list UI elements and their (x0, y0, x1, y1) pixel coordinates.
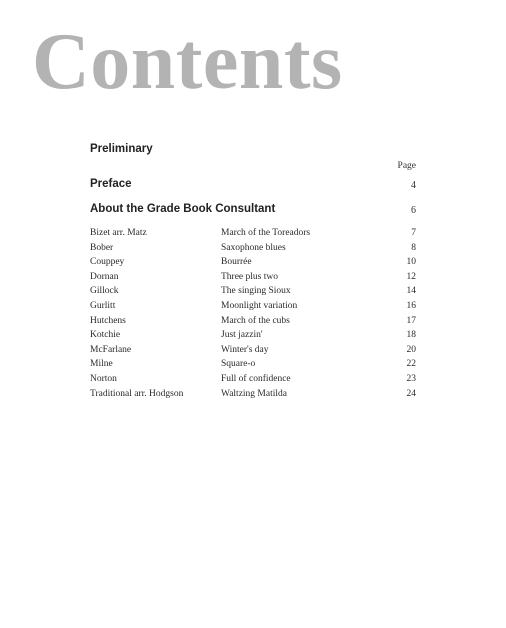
entry-composer: Couppey (90, 257, 125, 268)
entry-title: Full of confidence (221, 373, 291, 384)
entry-composer: Dornan (90, 271, 119, 282)
section-heading-preliminary: Preliminary (90, 143, 153, 155)
entry-page-number: 23 (406, 373, 416, 384)
entry-title: Just jazzin' (221, 330, 263, 341)
preface-page-number: 4 (411, 180, 416, 191)
entry-composer: McFarlane (90, 344, 132, 355)
contents-entry (90, 255, 416, 270)
entry-composer: Bober (90, 242, 114, 253)
contents-entry (90, 284, 416, 299)
entry-composer: Hutchens (90, 315, 126, 326)
page-title: Contents (32, 18, 343, 106)
entry-page-number: 8 (411, 242, 416, 253)
contents-entry (90, 328, 416, 343)
entry-page-number: 17 (406, 315, 416, 326)
entry-page-number: 14 (406, 286, 416, 297)
entry-composer: Traditional arr. Hodgson (90, 388, 184, 399)
entry-title: Waltzing Matilda (221, 388, 287, 399)
contents-entry (90, 299, 416, 314)
consultant-page-number: 6 (411, 205, 416, 216)
entry-title: The singing Sioux (221, 286, 291, 297)
entry-title: Square-o (221, 359, 256, 370)
contents-entry (90, 372, 416, 387)
entry-title: Bourrée (221, 257, 252, 268)
entry-title: March of the Toreadors (221, 228, 311, 238)
entry-page-number: 20 (406, 344, 416, 355)
contents-entry (90, 314, 416, 329)
entry-page-number: 16 (406, 300, 416, 311)
page-column-label: Page (397, 161, 416, 171)
contents-entry (90, 270, 416, 285)
entry-page-number: 10 (406, 257, 416, 268)
entry-page-number: 24 (406, 388, 416, 399)
contents-entry (90, 241, 416, 256)
entry-page-number: 12 (406, 271, 416, 282)
entry-composer: Norton (90, 373, 117, 384)
entry-page-number: 22 (406, 359, 416, 370)
entry-title: Three plus two (221, 271, 278, 282)
entry-title: Saxophone blues (221, 242, 286, 253)
contents-entry (90, 226, 416, 241)
entry-title: Winter's day (221, 344, 269, 355)
entry-title: Moonlight variation (221, 300, 298, 311)
entry-composer: Bizet arr. Matz (90, 228, 147, 238)
contents-entries (90, 226, 416, 401)
contents-entry (90, 343, 416, 358)
entry-composer: Kotchie (90, 330, 121, 341)
contents-entry (90, 357, 416, 372)
entry-composer: Gurlitt (90, 300, 116, 311)
section-heading-preface: Preface (90, 178, 132, 190)
entry-composer: Milne (90, 359, 113, 370)
entry-page-number: 7 (411, 228, 416, 238)
entry-title: March of the cubs (221, 315, 290, 326)
contents-entry (90, 387, 416, 402)
section-heading-consultant: About the Grade Book Consultant (90, 203, 276, 215)
entry-page-number: 18 (406, 330, 416, 341)
entry-composer: Gillock (90, 286, 119, 297)
